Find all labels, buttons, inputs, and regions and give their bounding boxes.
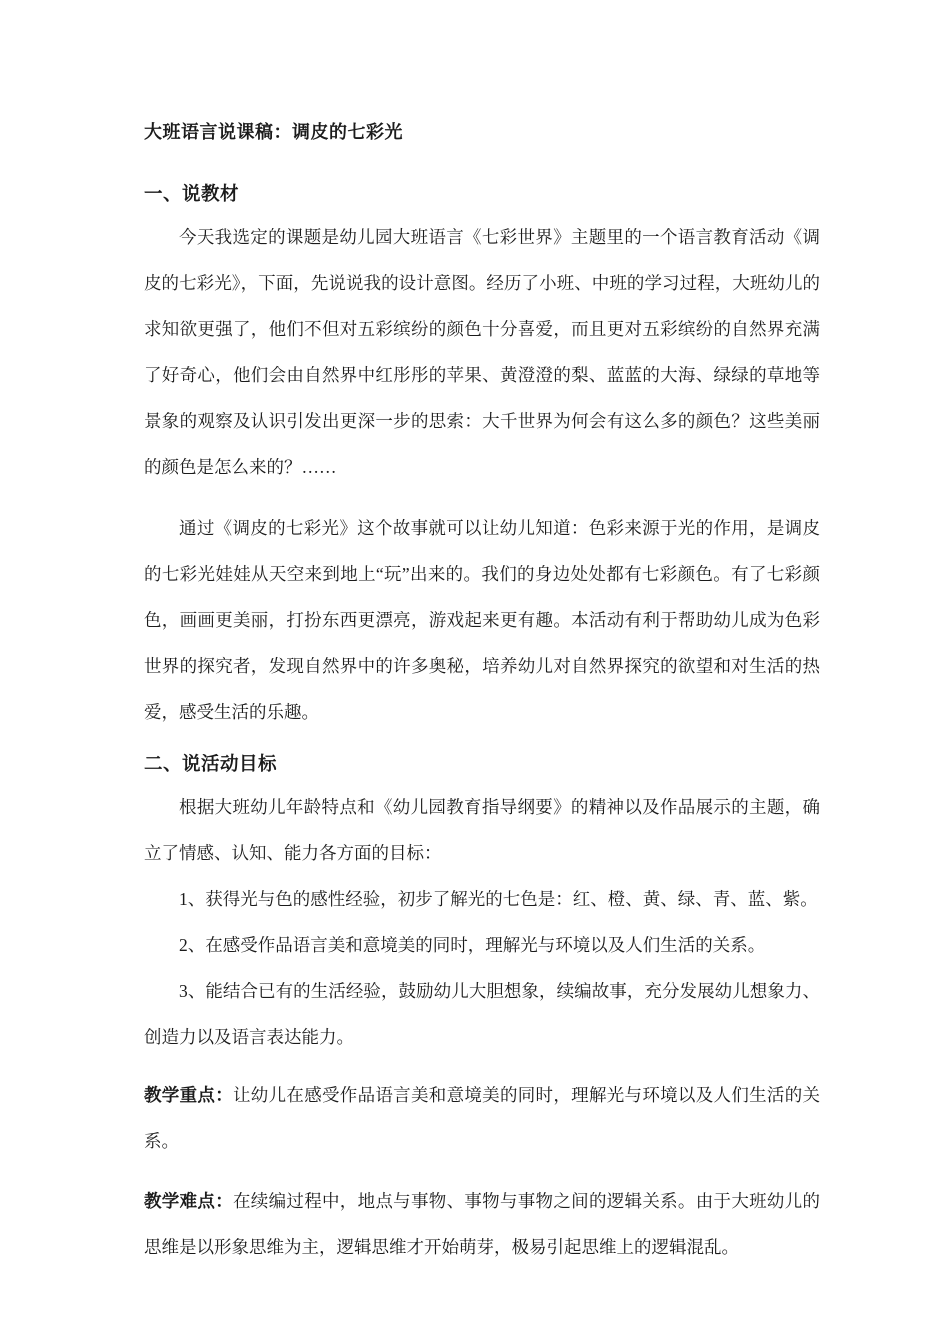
paragraph-design-intent: 今天我选定的课题是幼儿园大班语言《七彩世界》主题里的一个语言教育活动《调皮的七彩光》，下面，先说说我的设计意图。经历了小班、中班的学习过程，大班幼儿的求知欲更强了，他们不但对五彩缤纷的颜色十分喜爱，而且更对五彩缤纷的自然界充满了好奇心，他们会由自然界中红彤彤的苹果、黄澄澄的梨、蓝蓝的大海、绿绿的草地等景象的观察及认识引发出更深一步的思索：大千世界为何会有这么多的颜色？这些美丽的颜色是怎么来的？…… — [144, 227, 820, 477]
document-title: 大班语言说课稿：调皮的七彩光 — [144, 122, 403, 142]
goal-item-1: 1、获得光与色的感性经验，初步了解光的七色是：红、橙、黄、绿、青、蓝、紫。 — [179, 889, 818, 909]
section-heading-teaching-material: 一、说教材 — [144, 183, 240, 204]
paragraph-story-value: 通过《调皮的七彩光》这个故事就可以让幼儿知道：色彩来源于光的作用，是调皮的七彩光娃娃从天空来到地上“玩”出来的。我们的身边处处都有七彩颜色。有了七彩颜色，画画更美丽，打扮东西更漂亮，游戏起来更有趣。本活动有利于帮助幼儿成为色彩世界的探究者，发现自然界中的许多奥秘，培养幼儿对自然界探究的欲望和对生活的热爱，感受生活的乐趣。 — [144, 518, 820, 722]
paragraph-goals-intro: 根据大班幼儿年龄特点和《幼儿园教育指导纲要》的精神以及作品展示的主题，确立了情感、认知、能力各方面的目标： — [144, 797, 820, 863]
teaching-focus-label: 教学重点： — [144, 1085, 233, 1105]
section-heading-activity-goals: 二、说活动目标 — [144, 753, 278, 774]
teaching-focus-paragraph — [144, 1072, 820, 1164]
goal-item-2: 2、在感受作品语言美和意境美的同时，理解光与环境以及人们生活的关系。 — [179, 935, 766, 955]
teaching-focus-text: 让幼儿在感受作品语言美和意境美的同时，理解光与环境以及人们生活的关系。 — [144, 1085, 821, 1151]
teaching-difficulty-paragraph — [144, 1178, 820, 1270]
teaching-difficulty-label: 教学难点： — [144, 1191, 233, 1211]
goal-item-3: 3、能结合已有的生活经验，鼓励幼儿大胆想象，续编故事，充分发展幼儿想象力、创造力以及语言表达能力。 — [144, 981, 820, 1047]
teaching-difficulty-text: 在续编过程中，地点与事物、事物与事物之间的逻辑关系。由于大班幼儿的思维是以形象思维为主，逻辑思维才开始萌芽，极易引起思维上的逻辑混乱。 — [144, 1191, 821, 1257]
